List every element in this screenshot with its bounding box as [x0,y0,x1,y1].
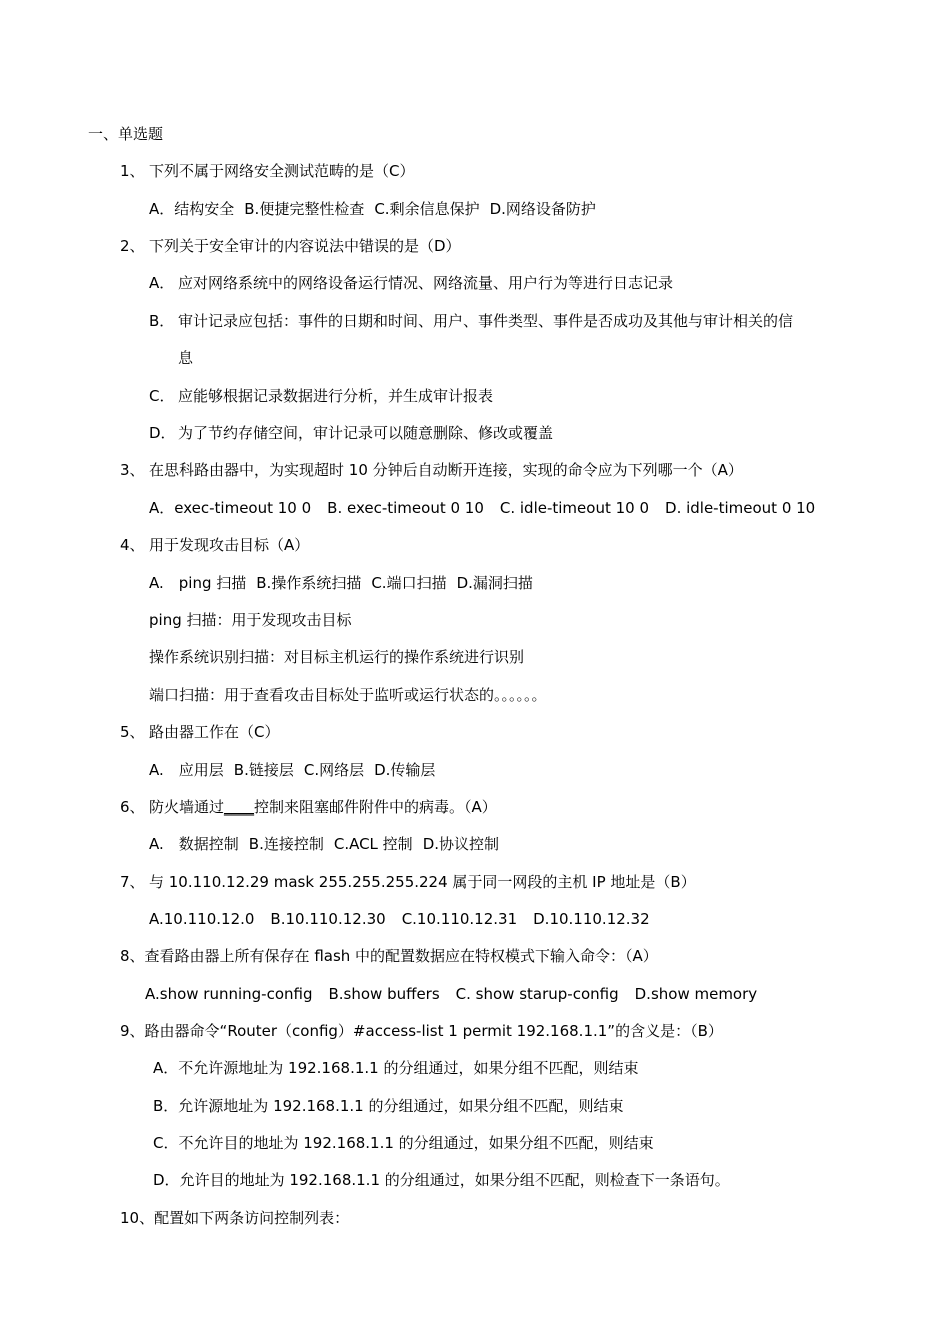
option-c: C. idle-timeout 10 0 [499,499,650,517]
note-line: 端口扫描：用于查看攻击目标处于监听或运行状态的。。。。。。 [149,686,547,704]
question-3 [120,460,743,480]
question-9-option-a [153,1058,638,1078]
question-number: 3、 [120,461,145,479]
option-text: 应能够根据记录数据进行分析，并生成审计报表 [178,387,494,405]
option-c: C.10.110.12.31 [401,910,518,928]
question-5 [120,722,279,742]
question-10 [120,1208,349,1228]
option-a: A．exec-timeout 10 0 [149,499,312,517]
question-text: 配置如下两条访问控制列表： [154,1209,350,1227]
option-c: C.ACL 控制 [333,835,413,853]
option-text: 审计记录应包括：事件的日期和时间、用户、事件类型、事件是否成功及其他与审计相关的信 [178,312,794,330]
question-2-option-a [149,273,673,293]
question-2-option-b [149,311,793,331]
question-9-option-b [153,1096,624,1116]
note-line: 操作系统识别扫描：对目标主机运行的操作系统进行识别 [149,648,525,666]
option-a: A．结构安全 [149,200,235,218]
question-text: 路由器工作在（C） [149,723,280,741]
option-c: C.网络层 [303,761,365,779]
question-number: 6、 [120,798,145,816]
question-9-option-d [153,1170,730,1190]
option-label: C． [153,1134,179,1152]
question-text-post: 控制来阻塞邮件附件中的病毒。（A） [254,798,497,816]
question-text: 下列不属于网络安全测试范畴的是（C） [149,162,415,180]
question-number: 5、 [120,723,145,741]
option-d: D.协议控制 [422,835,500,853]
option-c: C.剩余信息保护 [374,200,480,218]
question-number: 2、 [120,237,145,255]
option-label: A． [149,274,175,292]
question-number: 10、 [120,1209,155,1227]
option-d: D.10.110.12.32 [533,910,650,928]
question-5-options [149,760,435,780]
option-label: D． [153,1171,180,1189]
option-d: D.网络设备防护 [489,200,596,218]
note-line: ping 扫描：用于发现攻击目标 [149,611,352,629]
question-number: 1、 [120,162,145,180]
option-text: 不允许源地址为 192.168.1.1 的分组通过，如果分组不匹配，则结束 [178,1059,639,1077]
question-4-options [149,573,533,593]
question-text: 下列关于安全审计的内容说法中错误的是（D） [149,237,461,255]
option-text: 不允许目的地址为 192.168.1.1 的分组通过，如果分组不匹配，则结束 [178,1134,654,1152]
question-1 [120,161,414,181]
question-text: 在思科路由器中，为实现超时 10 分钟后自动断开连接，实现的命令应为下列哪一个（A） [149,461,743,479]
question-number: 7、 [120,873,145,891]
question-2 [120,236,461,256]
option-label: D． [149,424,176,442]
option-text: 允许目的地址为 192.168.1.1 的分组通过，如果分组不匹配，则检查下一条语句。 [179,1171,730,1189]
question-text: 查看路由器上所有保存在 flash 中的配置数据应在特权模式下输入命令：（A） [144,947,658,965]
question-4 [120,535,309,555]
option-text: 允许源地址为 192.168.1.1 的分组通过，如果分组不匹配，则结束 [178,1097,624,1115]
option-d: D.show memory [634,985,758,1003]
option-d: D.传输层 [374,761,436,779]
option-label: B． [149,312,175,330]
question-9 [120,1021,723,1041]
option-text: 为了节约存储空间，审计记录可以随意删除、修改或覆盖 [178,424,554,442]
section-title: 一、单选题 [88,125,164,143]
question-2-option-d [149,423,553,443]
question-7-options [149,909,650,929]
option-label: B． [153,1097,179,1115]
option-label: C． [149,387,175,405]
question-8-options [145,984,757,1004]
option-b: B.链接层 [233,761,294,779]
option-label: A． [153,1059,179,1077]
question-number: 4、 [120,536,145,554]
question-9-option-c [153,1133,654,1153]
option-a: A.show running-config [145,985,313,1003]
option-c: C.端口扫描 [371,574,447,592]
question-text-pre: 防火墙通过 [149,798,225,816]
question-number: 8、 [120,947,145,965]
option-b: B.连接控制 [248,835,324,853]
question-2-option-c [149,386,493,406]
option-text: 应对网络系统中的网络设备运行情况、网络流量、用户行为等进行日志记录 [178,274,674,292]
question-text: 路由器命令“Router（config）#access-list 1 permit 192.168.1.1”的含义是：（B） [144,1022,723,1040]
answer-blank: ____ [224,798,255,816]
question-8 [120,946,658,966]
option-a: A. 应用层 [149,761,224,779]
option-b: B.操作系统扫描 [256,574,362,592]
question-text: 用于发现攻击目标（A） [149,536,310,554]
option-a: A. ping 扫描 [149,574,247,592]
option-d: D. idle-timeout 0 10 [665,499,816,517]
option-b: B.show buffers [328,985,440,1003]
question-2-option-b-continuation: 息 [178,349,194,367]
option-b: B.10.110.12.30 [270,910,386,928]
question-number: 9、 [120,1022,145,1040]
question-text: 与 10.110.12.29 mask 255.255.255.224 属于同一网段的主机 IP 地址是（B） [149,873,696,891]
question-1-options [149,199,596,219]
option-b: B. exec-timeout 0 10 [327,499,484,517]
option-b: B.便捷完整性检查 [244,200,365,218]
question-3-options [149,498,815,518]
option-c: C. show starup-config [455,985,619,1003]
question-6-options [149,834,499,854]
option-a: A.10.110.12.0 [149,910,255,928]
question-7 [120,872,696,892]
question-6 [120,797,497,817]
option-a: A. 数据控制 [149,835,239,853]
option-d: D.漏洞扫描 [456,574,533,592]
